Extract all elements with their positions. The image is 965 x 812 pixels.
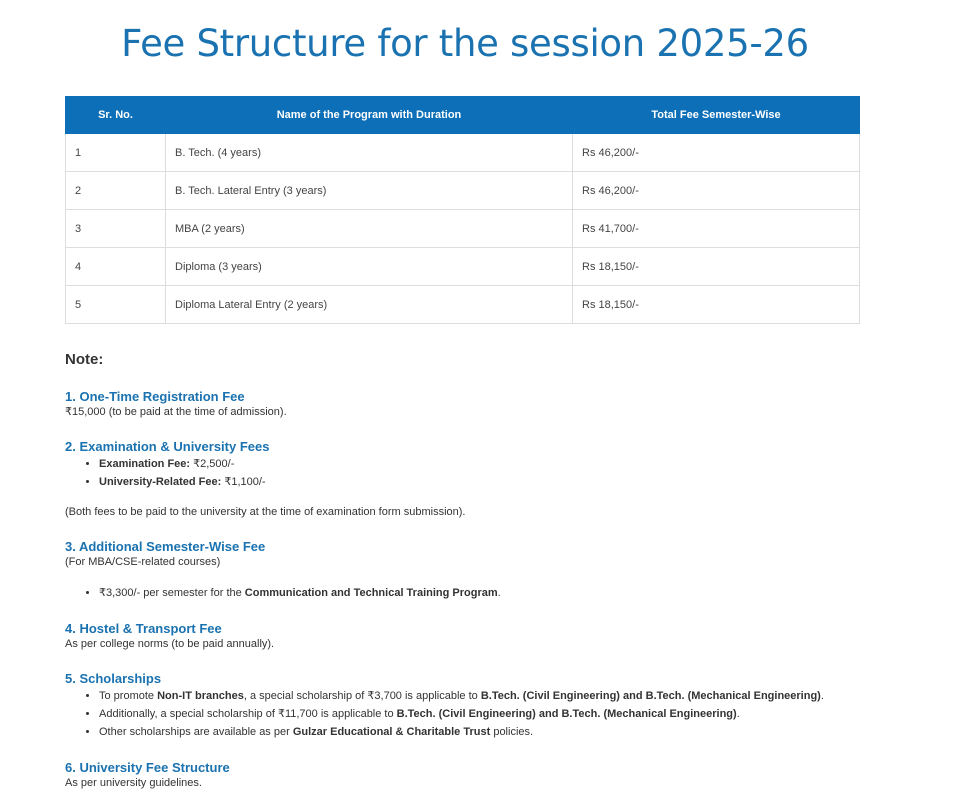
table-row <box>66 286 860 324</box>
registration-fee-section <box>65 388 945 420</box>
cell-sr-no: 4 <box>66 248 166 286</box>
column-header-program: Name of the Program with Duration <box>166 97 573 134</box>
bullet-bold: Communication and Technical Training Program <box>244 587 498 599</box>
section-title: 6. University Fee Structure <box>65 760 230 775</box>
fee-table <box>65 96 860 324</box>
cell-program: Diploma Lateral Entry (2 years) <box>166 286 573 324</box>
section-text: As per university guidelines. <box>65 777 202 789</box>
bullet-bold: B.Tech. (Civil Engineering) and B.Tech. (Mechanical Engineering) <box>480 690 821 702</box>
cell-sr-no: 2 <box>66 172 166 210</box>
cell-program: MBA (2 years) <box>166 210 573 248</box>
page-title: Fee Structure for the session 2025-26 <box>121 22 809 65</box>
bullet-list <box>65 584 945 602</box>
bullet-list <box>65 687 945 741</box>
additional-fee-section <box>65 538 945 602</box>
cell-program: Diploma (3 years) <box>166 248 573 286</box>
cell-sr-no: 1 <box>66 134 166 172</box>
section-title: 5. Scholarships <box>65 671 162 686</box>
section-title: 1. One-Time Registration Fee <box>65 389 245 404</box>
section-text: ₹15,000 (to be paid at the time of admission). <box>65 406 287 418</box>
list-item <box>99 584 945 602</box>
university-fee-section <box>65 759 945 791</box>
cell-program: B. Tech. Lateral Entry (3 years) <box>166 172 573 210</box>
bullet-bold: B.Tech. (Civil Engineering) and B.Tech. (Mechanical Engineering) <box>396 708 737 720</box>
bullet-text: ₹1,100/- <box>221 476 266 488</box>
column-header-fee: Total Fee Semester-Wise <box>573 97 860 134</box>
cell-fee: Rs 41,700/- <box>573 210 860 248</box>
cell-fee: Rs 18,150/- <box>573 286 860 324</box>
section-text: (For MBA/CSE-related courses) <box>65 556 221 568</box>
list-item <box>99 723 945 741</box>
notes-section <box>65 351 945 809</box>
bullet-text: ₹2,500/- <box>190 458 235 470</box>
list-item <box>99 455 945 473</box>
bullet-text: Other scholarships are available as per <box>99 726 293 738</box>
bullet-text: . <box>736 708 740 720</box>
cell-sr-no: 5 <box>66 286 166 324</box>
bullet-text: To promote <box>99 690 158 702</box>
bullet-text: , a special scholarship of ₹3,700 is applicable to <box>243 690 481 702</box>
bullet-text: Additionally, a special scholarship of ₹11,700 is applicable to <box>99 708 397 720</box>
section-text: As per college norms (to be paid annually). <box>65 638 275 650</box>
column-header-sr-no: Sr. No. <box>66 97 166 134</box>
list-item <box>99 687 945 705</box>
bullet-bold: Non-IT branches <box>157 690 244 702</box>
hostel-transport-section <box>65 620 945 652</box>
section-text: (Both fees to be paid to the university at the time of examination form submission). <box>65 506 466 518</box>
cell-fee: Rs 18,150/- <box>573 248 860 286</box>
exam-university-fee-section <box>65 438 945 520</box>
scholarships-section <box>65 670 945 741</box>
list-item <box>99 473 945 491</box>
bullet-text: . <box>497 587 501 599</box>
bullet-list <box>65 455 945 491</box>
cell-program: B. Tech. (4 years) <box>166 134 573 172</box>
cell-fee: Rs 46,200/- <box>573 172 860 210</box>
section-title: 2. Examination & University Fees <box>65 439 270 454</box>
cell-sr-no: 3 <box>66 210 166 248</box>
table-header-row <box>66 97 860 134</box>
table-row <box>66 134 860 172</box>
bullet-text: ₹3,300/- per semester for the <box>99 587 245 599</box>
bullet-bold: Gulzar Educational & Charitable Trust <box>292 726 491 738</box>
list-item <box>99 705 945 723</box>
table-row <box>66 172 860 210</box>
bullet-label: University-Related Fee: <box>99 476 222 488</box>
table-row <box>66 210 860 248</box>
bullet-text: . <box>820 690 824 702</box>
bullet-label: Examination Fee: <box>99 458 191 470</box>
cell-fee: Rs 46,200/- <box>573 134 860 172</box>
section-title: 4. Hostel & Transport Fee <box>65 621 222 636</box>
table-row <box>66 248 860 286</box>
bullet-text: policies. <box>490 726 534 738</box>
section-title: 3. Additional Semester-Wise Fee <box>65 539 266 554</box>
note-heading: Note: <box>65 351 104 368</box>
